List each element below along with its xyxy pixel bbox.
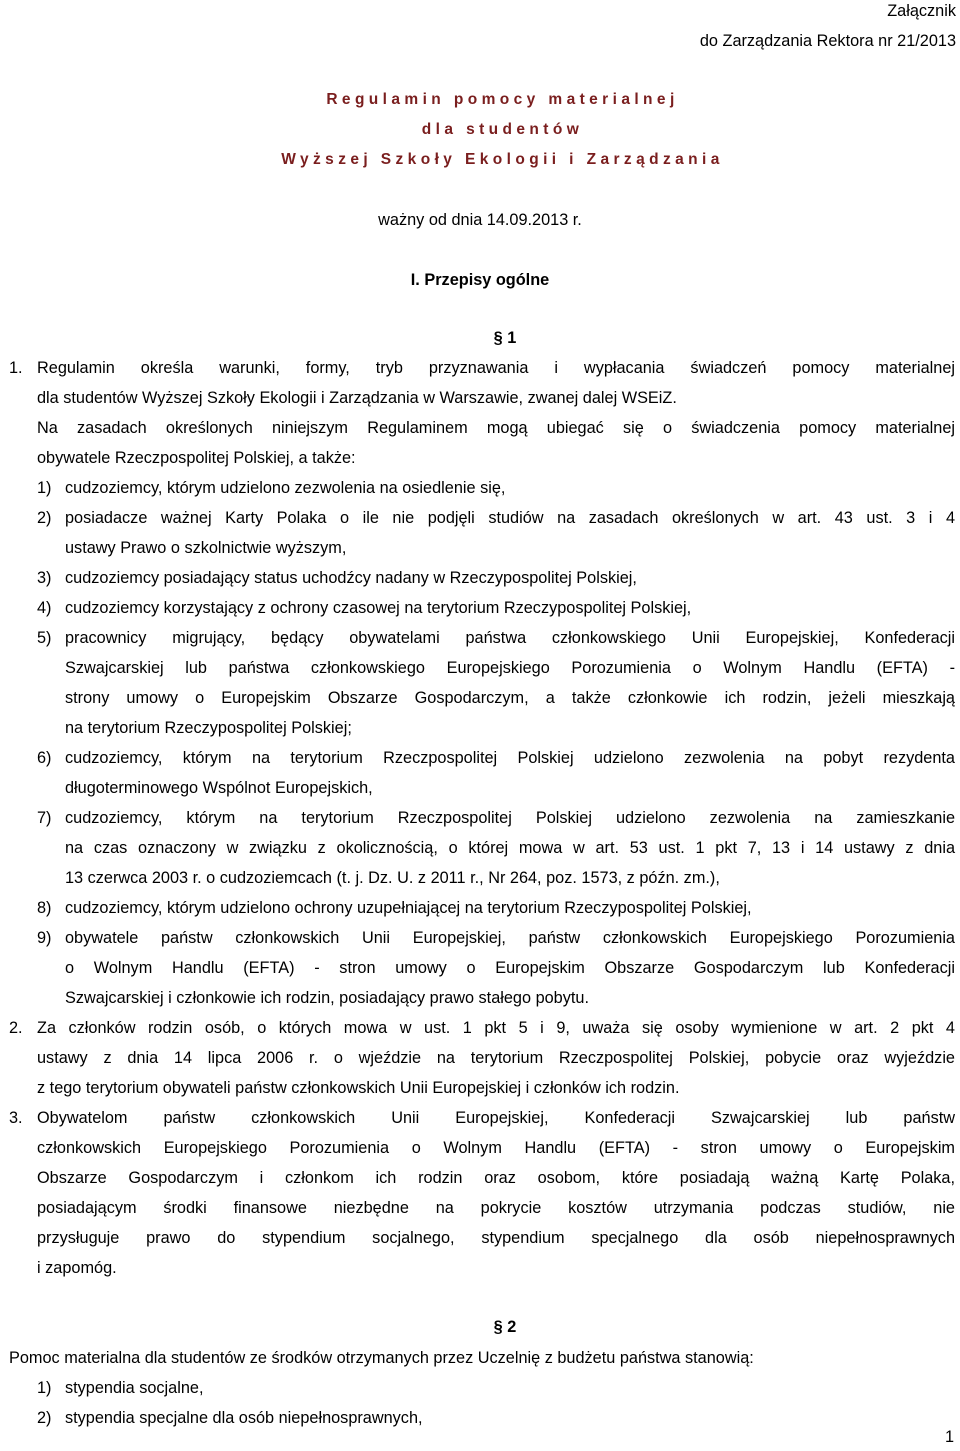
paragraph-1-mark: § 1 [493, 329, 517, 347]
list-item: cudzoziemcy, którym udzielono zezwolenia na osiedlenie się, [65, 479, 506, 497]
list-item: 13 czerwca 2003 r. o cudzoziemcach (t. j. Dz. U. z 2011 r., Nr 264, poz. 1573, z późn. zm.), [65, 869, 720, 887]
point-3-line: przysługuje prawo do stypendium socjalnego, stypendium specjalnego dla osób niepełnosprawnych [37, 1229, 955, 1247]
title-line-2: dla studentów [421, 121, 584, 138]
point-3-number: 3. [9, 1109, 23, 1127]
list-item: posiadacze ważnej Karty Polaka o ile nie podjęli studiów na zasadach określonych w art. 43 ust. 3 i 4 [65, 509, 955, 527]
point-3-line: Obszarze Gospodarczym i członkom ich rodzin oraz osobom, które posiadają ważną Kartę Polaka, [37, 1169, 955, 1187]
list-item-number: 1) [37, 1379, 52, 1397]
list-item: cudzoziemcy posiadający status uchodźcy nadany w Rzeczypospolitej Polskiej, [65, 569, 637, 587]
list-item-number: 4) [37, 599, 52, 617]
list-item-number: 2) [37, 1409, 52, 1427]
list-item: obywatele państw członkowskich Unii Europejskiej, państw członkowskich Europejskiego Porozumienia [65, 929, 955, 947]
section-1-heading: I. Przepisy ogólne [410, 271, 550, 289]
paragraph-2-mark: § 2 [493, 1318, 517, 1336]
point-1-line-3: Na zasadach określonych niniejszym Regulaminem mogą ubiegać się o świadczenia pomocy materialnej [37, 419, 955, 437]
list-item: o Wolnym Handlu (EFTA) - stron umowy o Europejskim Obszarze Gospodarczym lub Konfederacji [65, 959, 955, 977]
point-2-number: 2. [9, 1019, 23, 1037]
point-1-line-2: dla studentów Wyższej Szkoły Ekologii i Zarządzania w Warszawie, zwanej dalej WSEiZ. [37, 389, 677, 407]
list-item: na czas oznaczony w związku z okolicznością, o której mowa w art. 53 ust. 1 pkt 7, 13 i 14 ustawy z dnia [65, 839, 955, 857]
list-item: Szwajcarskiej lub państwa członkowskiego Europejskiego Porozumienia o Wolnym Handlu (EFTA) - [65, 659, 955, 677]
list-item-number: 8) [37, 899, 52, 917]
list-item-number: 6) [37, 749, 52, 767]
point-2-line: Za członków rodzin osób, o których mowa w ust. 1 pkt 5 i 9, uważa się osoby wymienione w art. 2 pkt 4 [37, 1019, 955, 1037]
point-1-number: 1. [9, 359, 23, 377]
list-item: ustawy Prawo o szkolnictwie wyższym, [65, 539, 347, 557]
list-item-number: 3) [37, 569, 52, 587]
list-item: cudzoziemcy korzystający z ochrony czasowej na terytorium Rzeczypospolitej Polskiej, [65, 599, 692, 617]
point-1-line-1: Regulamin określa warunki, formy, tryb przyznawania i wypłacania świadczeń pomocy materialnej [37, 359, 955, 377]
point-2-line: ustawy z dnia 14 lipca 2006 r. o wjeździe na terytorium Rzeczpospolitej Polskiej, pobycie oraz wyjeździe [37, 1049, 955, 1067]
point-3-line: Obywatelom państw członkowskich Unii Europejskiej, Konfederacji Szwajcarskiej lub państw [37, 1109, 955, 1127]
list-item: długoterminowego Wspólnot Europejskich, [65, 779, 373, 797]
title-line-3: Wyższej Szkoły Ekologii i Zarządzania [281, 151, 724, 168]
list-item: pracownicy migrujący, będący obywatelami państwa członkowskiego Unii Europejskiej, Konfederacji [65, 629, 955, 647]
title-line-1: Regulamin pomocy materialnej [326, 91, 679, 108]
point-2-line: z tego terytorium obywateli państw członkowskich Unii Europejskiej i członków ich rodzin. [37, 1079, 680, 1097]
annex-label: Załącznik [887, 2, 956, 20]
list-item: cudzoziemcy, którym udzielono ochrony uzupełniającej na terytorium Rzeczypospolitej Polskiej, [65, 899, 752, 917]
list-item-number: 9) [37, 929, 52, 947]
list-item: na terytorium Rzeczypospolitej Polskiej; [65, 719, 352, 737]
list-item-number: 5) [37, 629, 52, 647]
list-item-number: 2) [37, 509, 52, 527]
annex-reference: do Zarządzania Rektora nr 21/2013 [699, 32, 956, 50]
list-item-number: 1) [37, 479, 52, 497]
list-item: stypendia specjalne dla osób niepełnosprawnych, [65, 1409, 423, 1427]
point-3-line: posiadającym środki finansowe niezbędne na pokrycie kosztów utrzymania podczas studiów, nie [37, 1199, 955, 1217]
point-3-line: członkowskich Europejskiego Porozumienia o Wolnym Handlu (EFTA) - stron umowy o Europejskim [37, 1139, 955, 1157]
list-item: stypendia socjalne, [65, 1379, 204, 1397]
list-item: cudzoziemcy, którym na terytorium Rzeczpospolitej Polskiej udzielono zezwolenia na pobyt rezydenta [65, 749, 955, 767]
list-item: Szwajcarskiej i członkowie ich rodzin, posiadający prawo stałego pobytu. [65, 989, 589, 1007]
list-item: strony umowy o Europejskim Obszarze Gospodarczym, a także członkowie ich rodzin, jeżeli mieszkają [65, 689, 955, 707]
section-2-intro: Pomoc materialna dla studentów ze środków otrzymanych przez Uczelnię z budżetu państwa stanowią: [9, 1349, 754, 1367]
valid-from: ważny od dnia 14.09.2013 r. [378, 211, 582, 229]
point-3-line: i zapomóg. [37, 1259, 117, 1277]
page-number: 1 [944, 1428, 954, 1446]
list-item: cudzoziemcy, którym na terytorium Rzeczpospolitej Polskiej udzielono zezwolenia na zamieszkanie [65, 809, 955, 827]
point-1-line-4: obywatele Rzeczpospolitej Polskiej, a także: [37, 449, 356, 467]
list-item-number: 7) [37, 809, 52, 827]
